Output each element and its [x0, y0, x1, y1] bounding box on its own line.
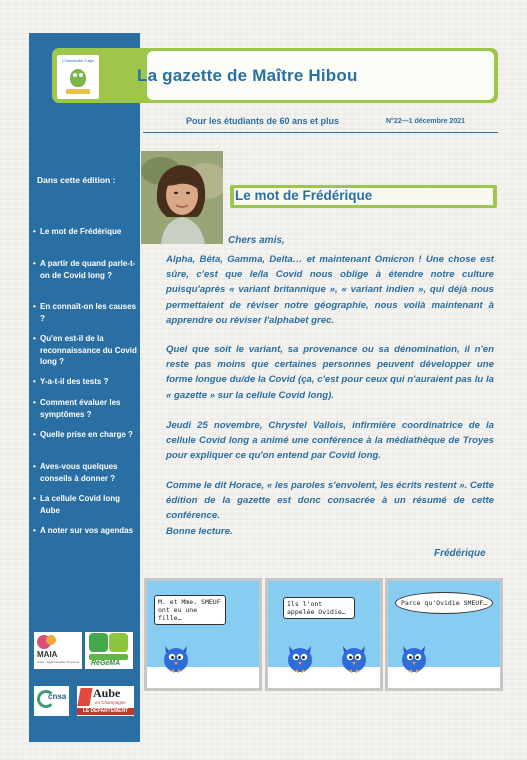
bullet-icon: •	[33, 494, 36, 503]
comic-panel	[385, 578, 503, 691]
toc-item[interactable]: • Comment évaluer les symptômes ?	[33, 398, 121, 419]
toc-item[interactable]: • Quelle prise en charge ?	[33, 430, 133, 439]
bullet-icon: •	[33, 526, 36, 535]
article-paragraph: Comme le dit Horace, « les paroles s'envolent, les écrits restent ». Cette édition de la gazette est donc consacrée à un résumé de cette conférence.	[166, 480, 494, 522]
comic-panel	[144, 578, 262, 691]
speech-bubble: M. et Mme. SMEUF ont eu une fille…	[154, 595, 226, 625]
toc-item[interactable]: • A partir de quand parle-t-on de Covid long ?	[33, 259, 136, 280]
toc-item[interactable]: • En connaît-on les causes ?	[33, 302, 137, 323]
toc-item[interactable]: • Le mot de Frédérique	[33, 227, 122, 236]
cnsa-logo: cnsa	[34, 686, 69, 716]
gazette-title: La gazette de Maître Hibou	[137, 66, 358, 85]
toc-item[interactable]: • Aves-vous quelques conseils à donner ?	[33, 462, 118, 483]
sidebar-heading: Dans cette édition :	[37, 175, 116, 185]
article-paragraph: Bonne lecture.	[166, 526, 233, 537]
speech-bubble: Ils l'ont appelée Ovidie…	[283, 597, 355, 619]
blue-bird-icon	[339, 640, 369, 674]
bullet-icon: •	[33, 377, 36, 386]
article-title: Le mot de Frédérique	[235, 188, 373, 203]
blue-bird-icon	[285, 640, 315, 674]
bullet-icon: •	[33, 398, 36, 407]
article-paragraph: Alpha, Bêta, Gamma, Delta… et maintenant Omicron ! Une chose est sûre, c'est que le/la Covid nous oblige à étendre notre culture puisqu'après « variant britannique », « variant indien », qui déjà nous permettaient de réviser notre géographie, nous voilà maintenant à apprendre ou réviser l'alphabet grec.	[166, 254, 494, 326]
bullet-icon: •	[33, 302, 36, 311]
bullet-icon: •	[33, 227, 36, 236]
article-paragraph: Jeudi 25 novembre, Chrystel Vallois, infirmière coordinatrice de la cellule Covid long a animé une conférence à la médiathèque de Troyes pour expliquer ce qu'on entend par Covid long.	[166, 420, 494, 462]
issue-number: N°22—1 décembre 2021	[386, 118, 466, 125]
bullet-icon: •	[33, 334, 36, 343]
owl-icon	[70, 69, 86, 87]
article-signature: Frédérique	[434, 548, 486, 559]
divider	[143, 132, 498, 133]
subtitle: Pour les étudiants de 60 ans et plus	[186, 116, 340, 126]
aube-logo: Aube en Champagne LE DÉPARTEMENT	[77, 686, 134, 716]
toc-item[interactable]: • La cellule Covid long Aube	[33, 494, 121, 515]
toc-item[interactable]: • A noter sur vos agendas	[33, 526, 134, 535]
blue-bird-icon	[399, 640, 429, 674]
university-logo: L'Université Z'age	[56, 54, 100, 100]
toc-item[interactable]: • Qu'en est-il de la reconnaissance du Covid long ?	[33, 334, 137, 366]
regema-logo: RéGéMA	[85, 632, 133, 669]
bullet-icon: •	[33, 259, 36, 268]
article-paragraph: Quel que soit le variant, sa provenance ou sa dénomination, il n'en reste pas moins que certaines personnes peuvent développer une forme longue du/de la Covid (ça, c'est pour ceux qui n'auraient pas lu la « gazette » sur la cellule Covid long).	[166, 344, 494, 401]
blue-bird-icon	[161, 640, 191, 674]
comic-panel	[265, 578, 383, 691]
bullet-icon: •	[33, 462, 36, 471]
toc-item[interactable]: • Y-a-t-il des tests ?	[33, 377, 109, 386]
article-greeting: Chers amis,	[228, 235, 285, 246]
maia-logo: MAIA Aube - Agglomération Troyenne	[34, 632, 82, 669]
author-photo	[141, 151, 223, 244]
speech-bubble: Parce qu'Ovidie SMEUF…	[395, 592, 493, 614]
bullet-icon: •	[33, 430, 36, 439]
